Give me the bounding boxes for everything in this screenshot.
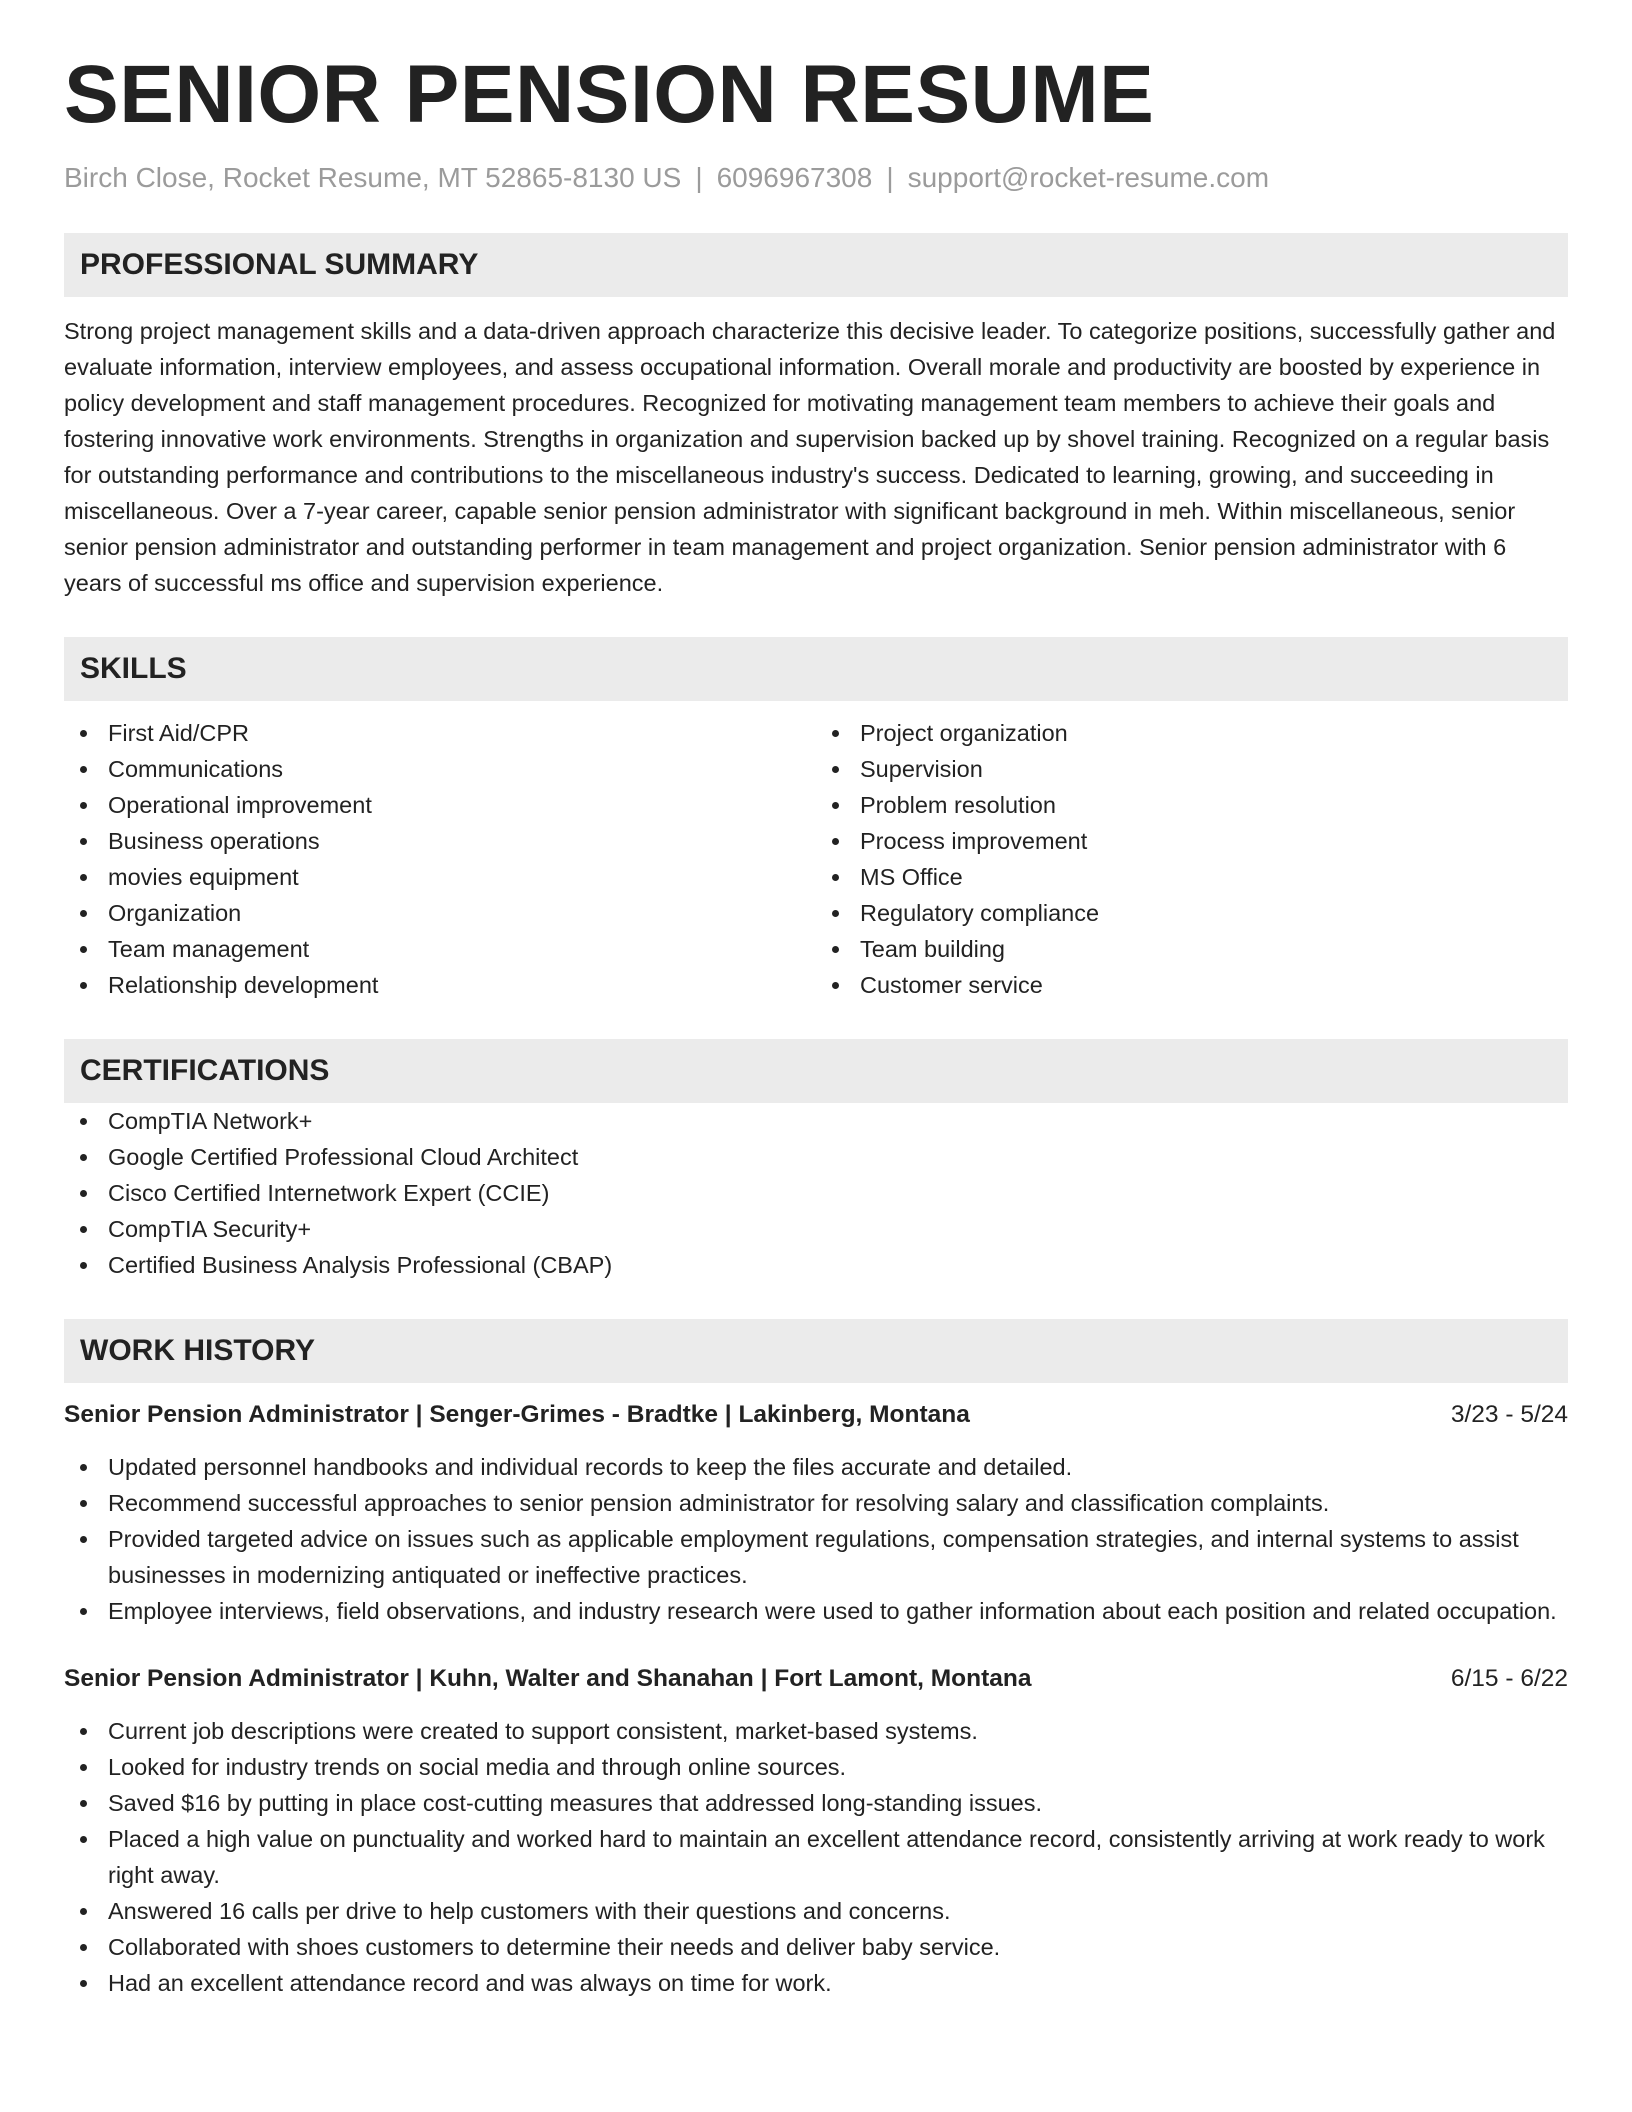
job-duty: Answered 16 calls per drive to help customers with their questions and concerns. [64,1893,1568,1929]
job-entry [64,1661,1568,2001]
job-duty: Saved $16 by putting in place cost-cutting measures that addressed long-standing issues. [64,1785,1568,1821]
skills-grid [64,715,1568,1003]
certification-item: Google Certified Professional Cloud Architect [64,1139,1568,1175]
skills-section [64,637,1568,1003]
skill-item: movies equipment [64,859,816,895]
job-title: Senior Pension Administrator | Kuhn, Walter and Shanahan | Fort Lamont, Montana [64,1664,1032,1692]
job-duty: Employee interviews, field observations, and industry research were used to gather information about each position and related occupation. [64,1593,1568,1629]
certifications-list [64,1103,1568,1283]
skill-item: First Aid/CPR [64,715,816,751]
skill-item: Process improvement [816,823,1568,859]
job-dates: 6/15 - 6/22 [1450,1664,1568,1692]
certification-item: Cisco Certified Internetwork Expert (CCIE) [64,1175,1568,1211]
section-heading-certifications: CERTIFICATIONS [64,1039,1568,1103]
skill-item: Customer service [816,967,1568,1003]
skills-list-right [816,715,1568,1003]
job-dates: 3/23 - 5/24 [1450,1400,1568,1428]
contact-phone: 6096967308 [716,162,873,194]
job-header [64,1397,1568,1433]
skill-item: MS Office [816,859,1568,895]
job-duties-list [64,1713,1568,2001]
certification-item: CompTIA Network+ [64,1103,1568,1139]
certifications-section [64,1039,1568,1283]
job-title: Senior Pension Administrator | Senger-Grimes - Bradtke | Lakinberg, Montana [64,1400,970,1428]
skill-item: Regulatory compliance [816,895,1568,931]
skill-item: Team building [816,931,1568,967]
skill-item: Team management [64,931,816,967]
section-heading-work-history: WORK HISTORY [64,1319,1568,1383]
skill-item: Operational improvement [64,787,816,823]
job-duty: Updated personnel handbooks and individual records to keep the files accurate and detailed. [64,1449,1568,1485]
job-duty: Collaborated with shoes customers to determine their needs and deliver baby service. [64,1929,1568,1965]
summary-text: Strong project management skills and a data-driven approach characterize this decisive leader. To categorize positions, successfully gather and evaluate information, interview employees, and assess occupational information. Overall morale and productivity are boosted by experience in policy development and staff management procedures. Recognized for motivating management team members to achieve their goals and fostering innovative work environments. Strengths in organization and supervision backed up by shovel training. Recognized on a regular basis for outstanding performance and contributions to the miscellaneous industry's success. Dedicated to learning, growing, and succeeding in miscellaneous. Over a 7-year career, capable senior pension administrator with significant background in meh. Within miscellaneous, senior senior pension administrator and outstanding performer in team management and project organization. Senior pension administrator with 6 years of successful ms office and supervision experience. [64,317,1556,596]
section-heading-summary: PROFESSIONAL SUMMARY [64,233,1568,297]
certification-item: CompTIA Security+ [64,1211,1568,1247]
job-duty: Had an excellent attendance record and was always on time for work. [64,1965,1568,2001]
resume-title: SENIOR PENSION RESUME [64,49,1155,140]
job-duty: Recommend successful approaches to senior pension administrator for resolving salary and classification complaints. [64,1485,1568,1521]
certification-item: Certified Business Analysis Professional (CBAP) [64,1247,1568,1283]
skill-item: Organization [64,895,816,931]
job-duty: Provided targeted advice on issues such as applicable employment regulations, compensation strategies, and internal systems to assist businesses in modernizing antiquated or ineffective practices. [64,1521,1568,1593]
summary-section [64,233,1568,601]
job-duties-list [64,1449,1568,1629]
skill-item: Communications [64,751,816,787]
skill-item: Business operations [64,823,816,859]
section-heading-skills: SKILLS [64,637,1568,701]
job-header [64,1661,1568,1697]
work-history-section [64,1319,1568,2001]
skills-list-left [64,715,816,1003]
job-entry [64,1397,1568,1629]
job-duty: Looked for industry trends on social media and through online sources. [64,1749,1568,1785]
skill-item: Relationship development [64,967,816,1003]
contact-separator: | [886,162,894,194]
skill-item: Project organization [816,715,1568,751]
contact-email: support@rocket-resume.com [907,162,1270,194]
job-duty: Current job descriptions were created to support consistent, market-based systems. [64,1713,1568,1749]
contact-line [64,160,1568,196]
skill-item: Problem resolution [816,787,1568,823]
contact-separator: | [695,162,703,194]
skill-item: Supervision [816,751,1568,787]
contact-address: Birch Close, Rocket Resume, MT 52865-8130 US [64,162,682,194]
job-duty: Placed a high value on punctuality and worked hard to maintain an excellent attendance record, consistently arriving at work ready to work right away. [64,1821,1568,1893]
